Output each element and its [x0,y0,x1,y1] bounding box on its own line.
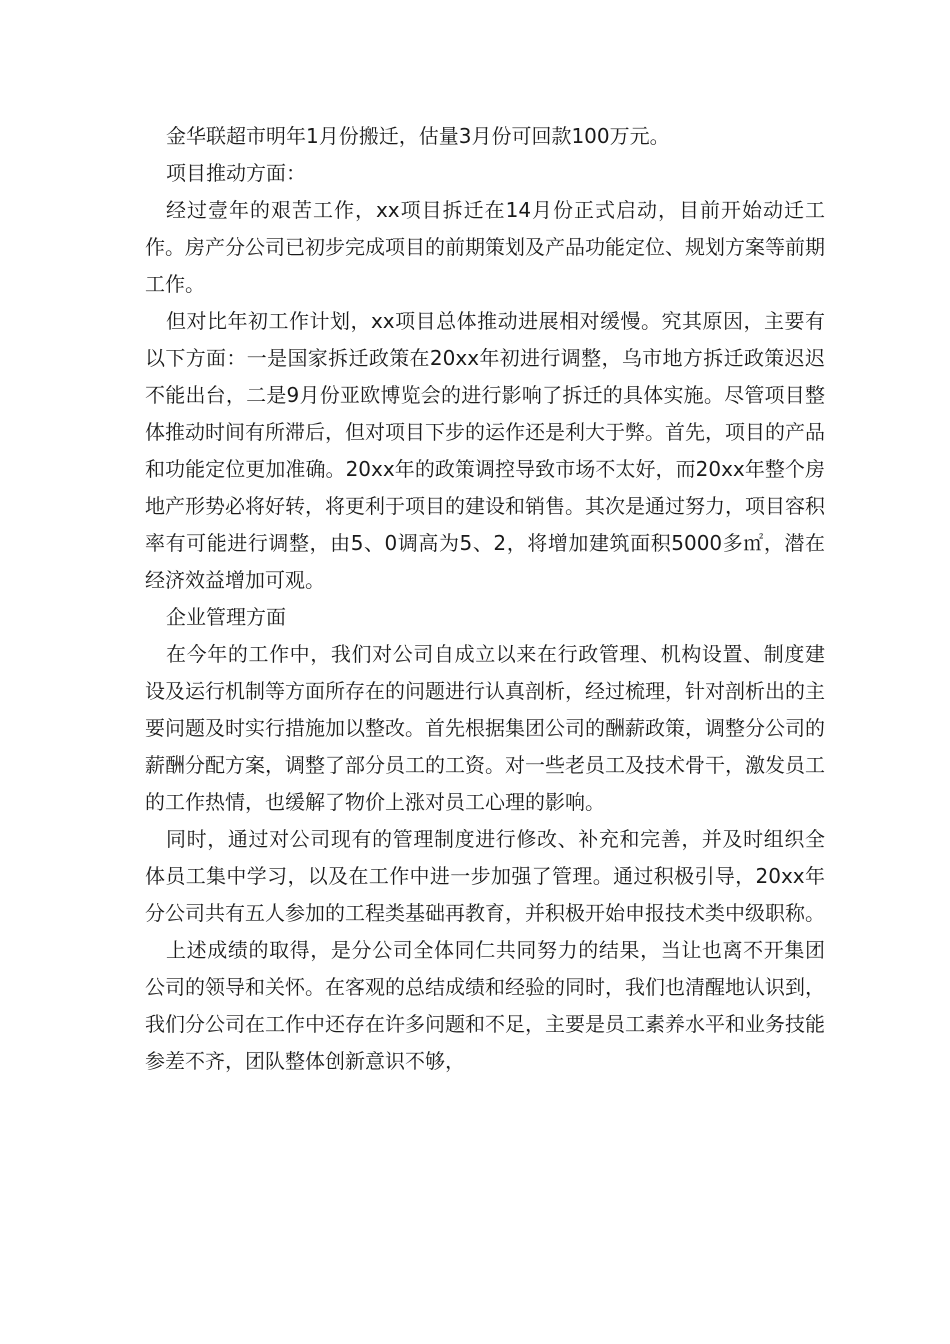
heading-project-progress: 项目推动方面： [166,161,306,185]
paragraph-management-review: 在今年的工作中，我们对公司自成立以来在行政管理、机构设置、制度建设及运行机制等方面所存在的问题进行认真剖析，经过梳理，针对剖析出的主要问题及时实行措施加以整改。首先根据集团公司的酬薪政策，调整分公司的薪酬分配方案，调整了部分员工的工资。对一些老员工及技术骨干，激发员工的工作热情，也缓解了物价上涨对员工心理的影响。 [145,642,825,814]
paragraph-payment-forecast: 金华联超市明年1月份搬迁，估量3月份可回款100万元。 [166,124,670,148]
paragraph-demolition-start: 经过壹年的艰苦工作，xx项目拆迁在14月份正式启动，目前开始动迁工作。房产分公司已初步完成项目的前期策划及产品功能定位、规划方案等前期工作。 [145,198,825,296]
paragraph-progress-analysis: 但对比年初工作计划，xx项目总体推动进展相对缓慢。究其原因，主要有以下方面：一是国家拆迁政策在20xx年初进行调整，乌市地方拆迁政策迟迟不能出台，二是9月份亚欧博览会的进行影响了拆迁的具体实施。尽管项目整体推动时间有所滞后，但对项目下步的运作还是利大于弊。首先，项目的产品和功能定位更加准确。20xx年的政策调控导致市场不太好，而20xx年整个房地产形势必将好转，将更利于项目的建设和销售。其次是通过努力，项目容积率有可能进行调整，由5、0调高为5、2，将增加建筑面积5000多㎡，潜在经济效益增加可观。 [145,309,825,592]
heading-enterprise-management: 企业管理方面 [166,605,286,629]
paragraph-training: 同时，通过对公司现有的管理制度进行修改、补充和完善，并及时组织全体员工集中学习，以及在工作中进一步加强了管理。通过积极引导，20xx年分公司共有五人参加的工程类基础再教育，并积极开始申报技术类中级职称。 [145,827,825,925]
paragraph-achievements: 上述成绩的取得，是分公司全体同仁共同努力的结果，当让也离不开集团公司的领导和关怀。在客观的总结成绩和经验的同时，我们也清醒地认识到，我们分公司在工作中还存在许多问题和不足，主要是员工素养水平和业务技能参差不齐，团队整体创新意识不够， [145,938,825,1073]
document-body [145,118,825,1080]
